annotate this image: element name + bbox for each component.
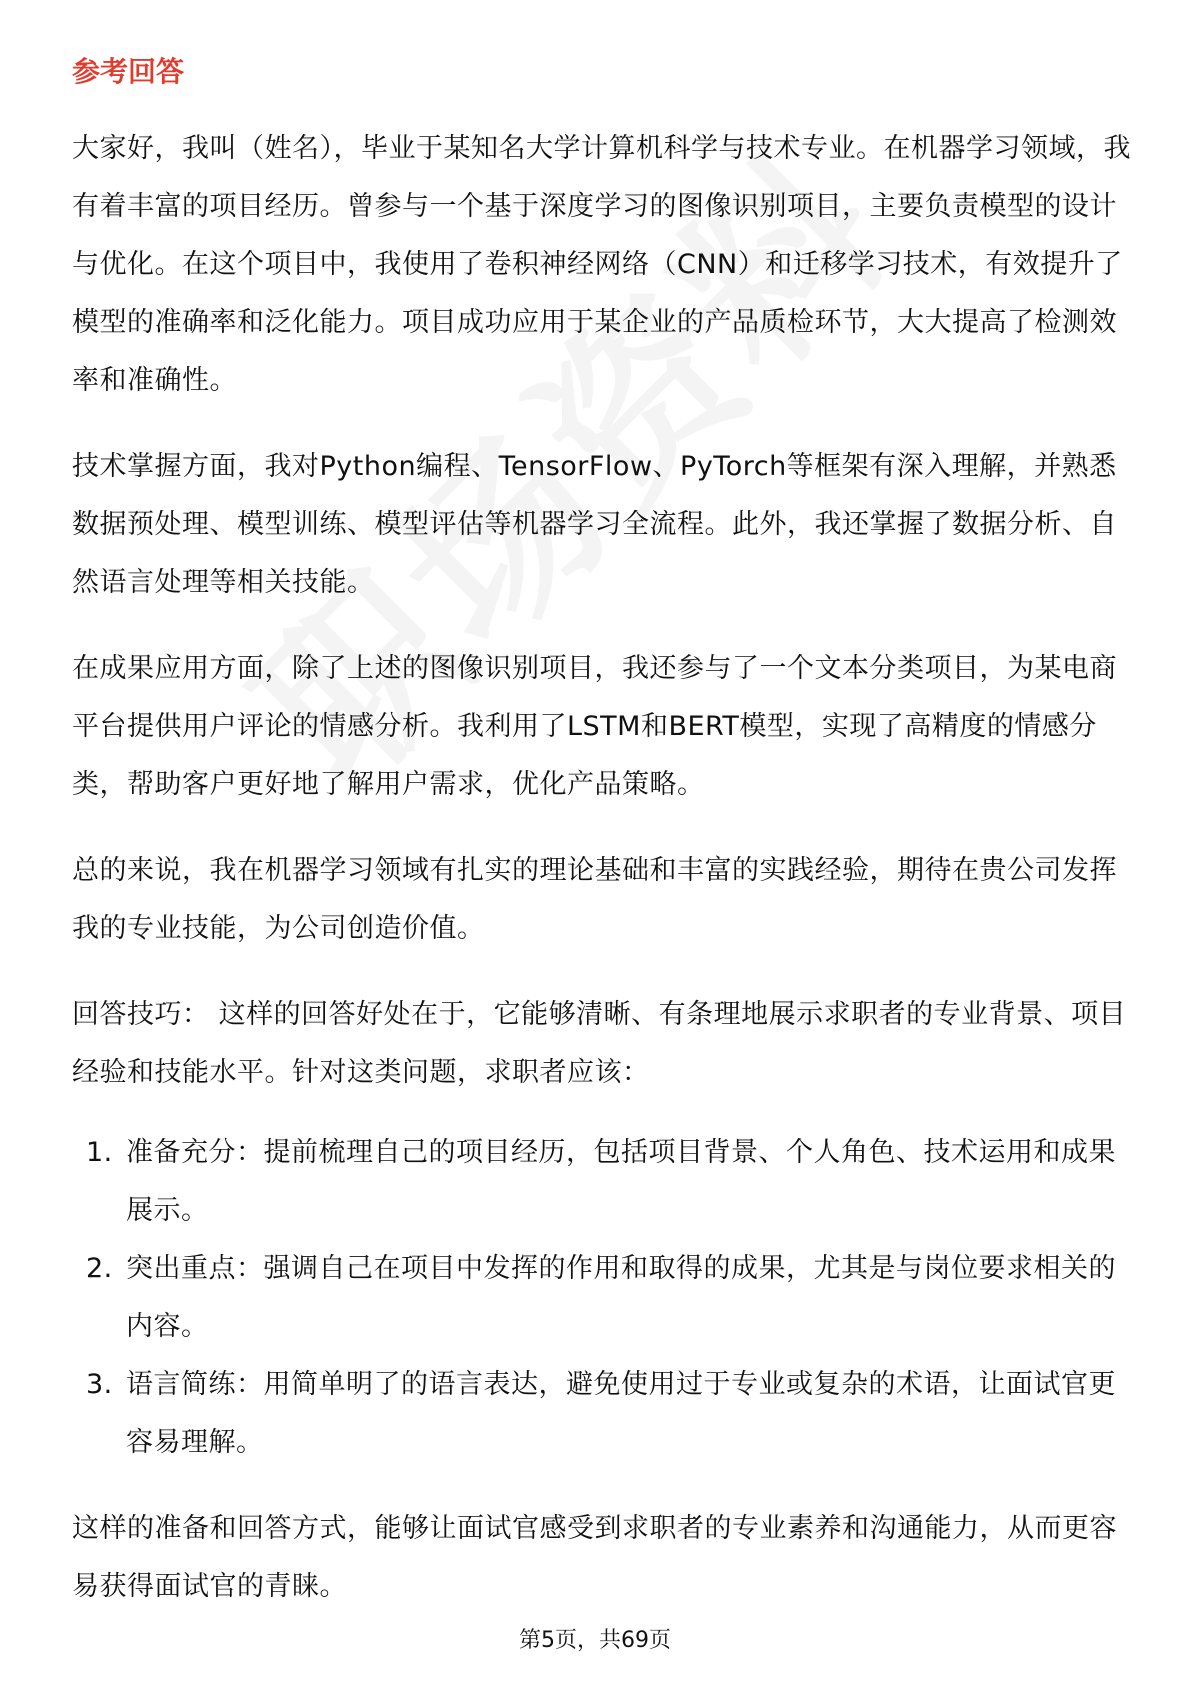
paragraph-results: 在成果应用方面，除了上述的图像识别项目，我还参与了一个文本分类项目，为某电商平台提供用户评论的情感分析。我利用了LSTM和BERT模型，实现了高精度的情感分类，帮助客户更好地了解用户需求，优化产品策略。 <box>72 653 1117 800</box>
paragraph-skills: 技术掌握方面，我对Python编程、TensorFlow、PyTorch等框架有深入理解，并熟悉数据预处理、模型训练、模型评估等机器学习全流程。此外，我还掌握了数据分析、自然语言处理等相关技能。 <box>72 451 1117 598</box>
tips-list <box>72 1124 1132 1472</box>
section-heading: 参考回答 <box>72 55 185 88</box>
list-item <box>72 1240 1132 1356</box>
paragraph-summary: 总的来说，我在机器学习领域有扎实的理论基础和丰富的实践经验，期待在贵公司发挥我的专业技能，为公司创造价值。 <box>72 855 1117 944</box>
list-item-text: 突出重点：强调自己在项目中发挥的作用和取得的成果，尤其是与岗位要求相关的内容。 <box>126 1253 1116 1342</box>
document-content <box>72 44 1132 1644</box>
list-item <box>72 1356 1132 1472</box>
paragraph-tips-intro: 回答技巧： 这样的回答好处在于，它能够清晰、有条理地展示求职者的专业背景、项目经验和技能水平。针对这类问题，求职者应该： <box>72 999 1127 1088</box>
list-item-number: 3. <box>86 1369 113 1400</box>
page-number-footer: 第5页，共69页 <box>519 1628 671 1653</box>
list-item <box>72 1124 1132 1240</box>
list-item-number: 2. <box>86 1253 113 1284</box>
list-item-number: 1. <box>86 1137 113 1168</box>
list-item-text: 准备充分：提前梳理自己的项目经历，包括项目背景、个人角色、技术运用和成果展示。 <box>126 1137 1116 1226</box>
list-item-text: 语言简练：用简单明了的语言表达，避免使用过于专业或复杂的术语，让面试官更容易理解。 <box>126 1369 1116 1458</box>
paragraph-intro: 大家好，我叫（姓名），毕业于某知名大学计算机科学与技术专业。在机器学习领域，我有着丰富的项目经历。曾参与一个基于深度学习的图像识别项目，主要负责模型的设计与优化。在这个项目中，我使用了卷积神经网络（CNN）和迁移学习技术，有效提升了模型的准确率和泛化能力。项目成功应用于某企业的产品质检环节，大大提高了检测效率和准确性。 <box>72 133 1131 396</box>
paragraph-closing: 这样的准备和回答方式，能够让面试官感受到求职者的专业素养和沟通能力，从而更容易获得面试官的青睐。 <box>72 1513 1117 1602</box>
